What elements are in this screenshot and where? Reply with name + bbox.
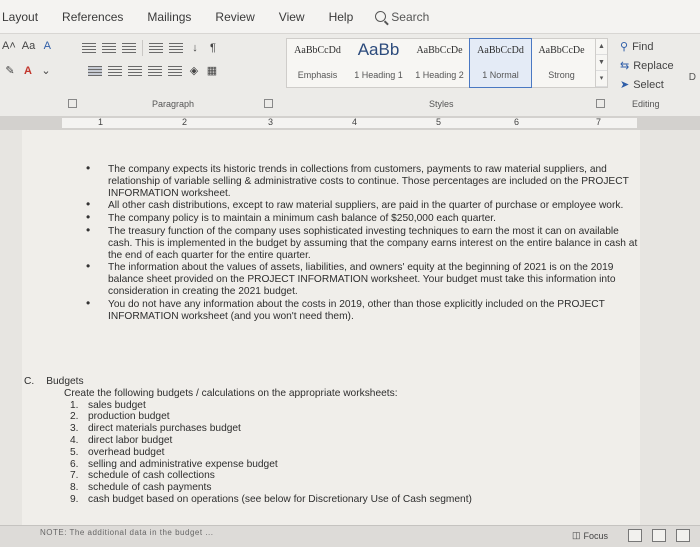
ribbon-group-labels bbox=[0, 97, 700, 113]
item-number: 3. bbox=[70, 423, 79, 435]
item-number: 4. bbox=[70, 434, 79, 446]
highlight-pen-icon[interactable]: ✎ bbox=[5, 65, 15, 77]
select-button[interactable] bbox=[620, 76, 674, 95]
item-number: 9. bbox=[70, 493, 79, 505]
more-styles-icon[interactable]: ▾ bbox=[596, 71, 607, 87]
ruler-number: 1 bbox=[98, 117, 104, 127]
style-name: Emphasis bbox=[297, 70, 338, 80]
borders-icon[interactable]: ▦ bbox=[206, 65, 218, 77]
document-area bbox=[0, 130, 700, 525]
item-text: production budget bbox=[88, 411, 170, 423]
far-right-label: D bbox=[688, 72, 696, 83]
search-label: Search bbox=[391, 9, 430, 24]
show-formatting-icon[interactable]: ¶ bbox=[210, 42, 216, 54]
item-text: schedule of cash payments bbox=[88, 482, 212, 494]
change-case-button[interactable]: Aa bbox=[21, 40, 36, 52]
paragraph-row-1 bbox=[82, 40, 219, 56]
search-icon: ⚲ bbox=[620, 41, 629, 53]
style-sample: AaBb bbox=[357, 40, 400, 59]
item-number: 1. bbox=[70, 399, 79, 411]
align-right-icon[interactable] bbox=[128, 66, 142, 76]
list-item bbox=[70, 423, 472, 435]
numbering-icon[interactable] bbox=[102, 43, 116, 53]
section-letter: C. bbox=[24, 376, 35, 387]
item-text: direct materials purchases budget bbox=[88, 423, 241, 435]
paragraph-dialog-launcher-icon[interactable] bbox=[264, 99, 273, 108]
section-title: Budgets bbox=[46, 376, 84, 387]
menu-bar bbox=[0, 0, 700, 34]
increase-indent-icon[interactable] bbox=[169, 43, 183, 53]
horizontal-ruler[interactable] bbox=[0, 116, 700, 130]
tab-mailings[interactable]: Mailings bbox=[147, 9, 192, 24]
list-item bbox=[70, 470, 472, 482]
group-label-paragraph: Paragraph bbox=[152, 99, 195, 109]
replace-icon: ⇆ bbox=[620, 60, 630, 72]
ruler-number: 7 bbox=[596, 117, 602, 127]
ruler-number: 6 bbox=[514, 117, 520, 127]
item-text: cash budget based on operations (see below for Discretionary Use of Cash segment) bbox=[88, 493, 472, 505]
style-name: Strong bbox=[548, 70, 575, 80]
line-spacing-icon[interactable] bbox=[168, 66, 182, 76]
status-bar bbox=[0, 525, 700, 547]
styles-gallery bbox=[286, 38, 608, 88]
focus-icon: ◫ bbox=[572, 530, 581, 540]
item-number: 6. bbox=[70, 458, 79, 470]
style-strong[interactable] bbox=[531, 39, 592, 87]
chevron-down-icon[interactable]: ⌄ bbox=[41, 65, 51, 77]
replace-label: Replace bbox=[633, 60, 674, 72]
clear-formatting-icon[interactable]: A bbox=[43, 40, 51, 52]
list-item bbox=[70, 459, 472, 471]
ruler-number: 5 bbox=[436, 117, 442, 127]
bullets-icon[interactable] bbox=[82, 43, 96, 53]
list-item: • The treasury function of the company uses sophisticated investing techniques to earn the most it can on available cash. This is implemented in the budget by assuming that the company earns interest on the entire balance in cash at the end of each quarter for the entire quarter. bbox=[86, 226, 641, 261]
tab-references[interactable]: References bbox=[62, 9, 124, 24]
list-item bbox=[70, 494, 472, 506]
ruler-number: 3 bbox=[268, 117, 274, 127]
align-left-icon[interactable] bbox=[88, 66, 102, 76]
group-label-styles: Styles bbox=[429, 99, 454, 109]
shading-icon[interactable]: ◈ bbox=[189, 65, 199, 77]
item-number: 2. bbox=[70, 411, 79, 423]
style-emphasis[interactable] bbox=[287, 39, 348, 87]
list-item bbox=[70, 411, 472, 423]
budgets-section bbox=[24, 376, 472, 506]
tab-view[interactable]: View bbox=[278, 9, 305, 24]
item-text: sales budget bbox=[88, 399, 146, 411]
print-layout-icon[interactable] bbox=[652, 529, 666, 542]
scroll-up-icon[interactable]: ▲ bbox=[596, 39, 607, 55]
item-text: direct labor budget bbox=[88, 434, 173, 446]
list-item bbox=[70, 447, 472, 459]
tab-review[interactable]: Review bbox=[215, 9, 255, 24]
find-button[interactable] bbox=[620, 38, 674, 57]
font-color-button[interactable]: A bbox=[24, 64, 32, 77]
style-heading-2[interactable] bbox=[409, 39, 470, 87]
style-sample: AaBbCcDd bbox=[294, 45, 341, 56]
numbered-list bbox=[70, 400, 472, 506]
item-text: overhead budget bbox=[88, 446, 165, 458]
find-label: Find bbox=[632, 41, 654, 53]
scroll-down-icon[interactable]: ▼ bbox=[596, 55, 607, 71]
ruler-number: 4 bbox=[352, 117, 358, 127]
list-item bbox=[70, 482, 472, 494]
style-name: 1 Normal bbox=[482, 70, 519, 80]
ribbon bbox=[0, 34, 700, 116]
multilevel-list-icon[interactable] bbox=[122, 43, 136, 53]
style-name: 1 Heading 2 bbox=[415, 70, 464, 80]
search-box[interactable] bbox=[375, 10, 429, 24]
list-item: • You do not have any information about the costs in 2019, other than those explicitly included on the PROJECT INFORMATION worksheet (and you won't need them). bbox=[86, 299, 641, 323]
ruler-work-area bbox=[62, 118, 637, 128]
read-mode-icon[interactable] bbox=[628, 529, 642, 542]
justify-icon[interactable] bbox=[148, 66, 162, 76]
list-item bbox=[70, 435, 472, 447]
item-number: 8. bbox=[70, 482, 79, 494]
style-sample: AaBbCcDe bbox=[416, 45, 463, 56]
font-row-1 bbox=[2, 40, 53, 52]
style-name: 1 Heading 1 bbox=[354, 70, 403, 80]
item-text: schedule of cash collections bbox=[88, 470, 215, 482]
list-item bbox=[70, 400, 472, 412]
font-row-2 bbox=[4, 64, 52, 77]
bullet-list bbox=[86, 164, 641, 323]
divider bbox=[142, 40, 143, 56]
focus-mode-button[interactable] bbox=[572, 530, 608, 541]
styles-scrollbar[interactable] bbox=[595, 39, 607, 87]
section-intro: Create the following budgets / calculations on the appropriate worksheets: bbox=[64, 387, 398, 399]
list-item: • The company policy is to maintain a minimum cash balance of $250,000 each quarter. bbox=[86, 213, 641, 225]
paragraph-row-2 bbox=[88, 64, 218, 77]
list-item: • All other cash distributions, except to raw material suppliers, are paid in the quarter of purchase or employee work. bbox=[86, 200, 641, 212]
style-sample: AaBbCcDd bbox=[477, 45, 524, 56]
item-text: selling and administrative expense budget bbox=[88, 458, 278, 470]
list-item: • The information about the values of assets, liabilities, and owners' equity at the beginning of 2021 is on the 2019 balance sheet provided on the PROJECT INFORMATION worksheet. Your budget must take this information into consideration in creating the 2021 budget. bbox=[86, 262, 641, 297]
decrease-indent-icon[interactable] bbox=[149, 43, 163, 53]
grow-font-button[interactable]: A˄ bbox=[2, 40, 16, 52]
font-dialog-launcher-icon[interactable] bbox=[68, 99, 77, 108]
search-icon bbox=[375, 11, 386, 22]
item-number: 5. bbox=[70, 446, 79, 458]
list-item: • The company expects its historic trends in collections from customers, payments to raw material suppliers, and relationship of variable selling & administrative costs to continue. Those percentages are included on the PROJECT INFORMATION worksheet. bbox=[86, 164, 641, 199]
group-label-editing: Editing bbox=[632, 99, 660, 109]
style-sample: AaBbCcDe bbox=[538, 45, 585, 56]
tab-layout[interactable]: Layout bbox=[2, 9, 39, 24]
sort-icon[interactable]: ↓ bbox=[192, 42, 198, 54]
section-heading bbox=[24, 376, 472, 388]
style-normal[interactable] bbox=[470, 39, 531, 87]
cursor-icon: ➤ bbox=[620, 79, 630, 91]
tab-help[interactable]: Help bbox=[328, 9, 354, 24]
editing-group bbox=[620, 38, 674, 95]
align-center-icon[interactable] bbox=[108, 66, 122, 76]
item-number: 7. bbox=[70, 470, 79, 482]
focus-label: Focus bbox=[583, 530, 609, 541]
style-heading-1[interactable] bbox=[348, 39, 409, 87]
ruler-number: 2 bbox=[182, 117, 188, 127]
web-layout-icon[interactable] bbox=[676, 529, 690, 542]
cut-off-text: NOTE: The additional data in the budget ... bbox=[40, 528, 214, 537]
replace-button[interactable] bbox=[620, 57, 674, 76]
select-label: Select bbox=[633, 79, 664, 91]
styles-dialog-launcher-icon[interactable] bbox=[596, 99, 605, 108]
